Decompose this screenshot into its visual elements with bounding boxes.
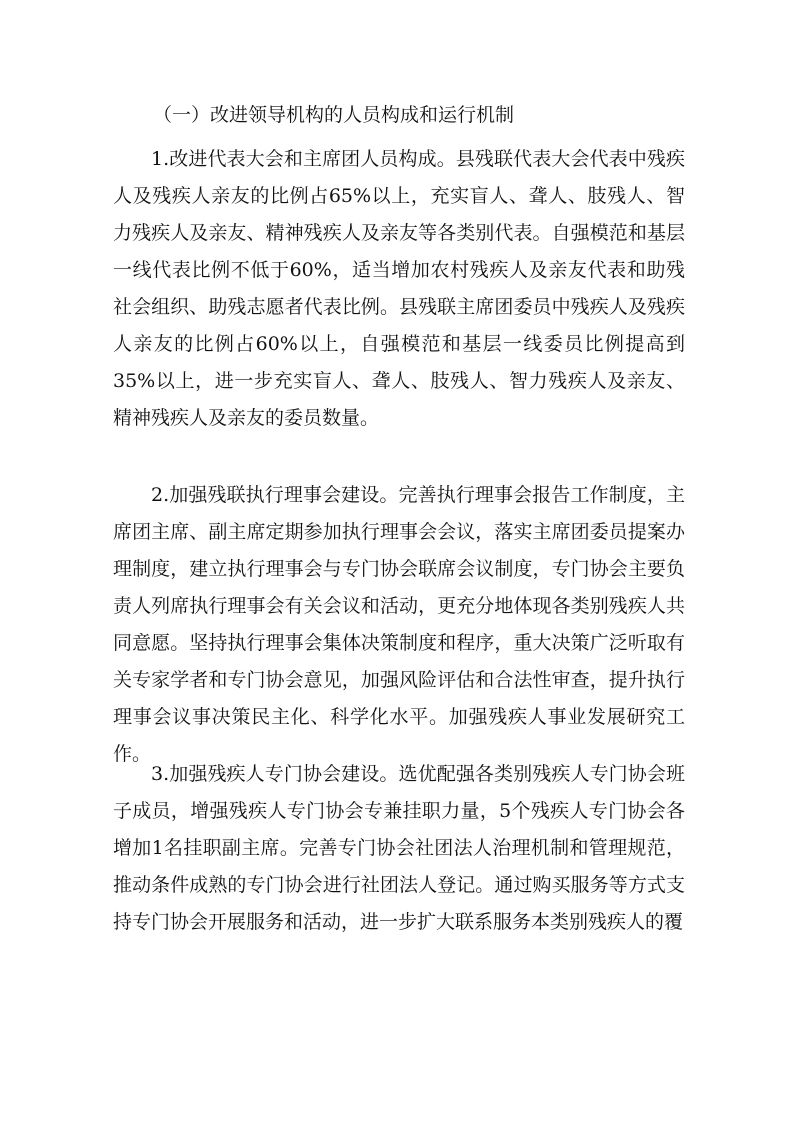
- paragraph-representatives: 1.改进代表大会和主席团人员构成。县残联代表大会代表中残疾人及残疾人亲友的比例占65%以上，充实盲人、聋人、肢残人、智力残疾人及亲友、精神残疾人及亲友等各类别代表。自强模范和基层一线代表比例不低于60%，适当增加农村残疾人及亲友代表和助残社会组织、助残志愿者代表比例。县残联主席团委员中残疾人及残疾人亲友的比例占60%以上，自强模范和基层一线委员比例提高到35%以上，进一步充实盲人、聋人、肢残人、智力残疾人及亲友、精神残疾人及亲友的委员数量。: [113, 148, 685, 429]
- paragraph-special-associations: 3.加强残疾人专门协会建设。选优配强各类别残疾人专门协会班子成员，增强残疾人专门协会专兼挂职力量，5个残疾人专门协会各增加1名挂职副主席。完善专门协会社团法人治理机制和管理规范，推动条件成熟的专门协会进行社团法人登记。通过购买服务等方式支持专门协会开展服务和活动，进一步扩大联系服务本类别残疾人的覆: [113, 763, 685, 933]
- section-heading: （一）改进领导机构的人员构成和运行机制: [153, 104, 515, 126]
- paragraph-executive-council: 2.加强残联执行理事会建设。完善执行理事会报告工作制度，主席团主席、副主席定期参加执行理事会会议，落实主席团委员提案办理制度，建立执行理事会与专门协会联席会议制度，专门协会主要负责人列席执行理事会有关会议和活动，更充分地体现各类别残疾人共同意愿。坚持执行理事会集体决策制度和程序，重大决策广泛听取有关专家学者和专门协会意见，加强风险评估和合法性审查，提升执行理事会议事决策民主化、科学化水平。加强残疾人事业发展研究工作。: [113, 484, 685, 765]
